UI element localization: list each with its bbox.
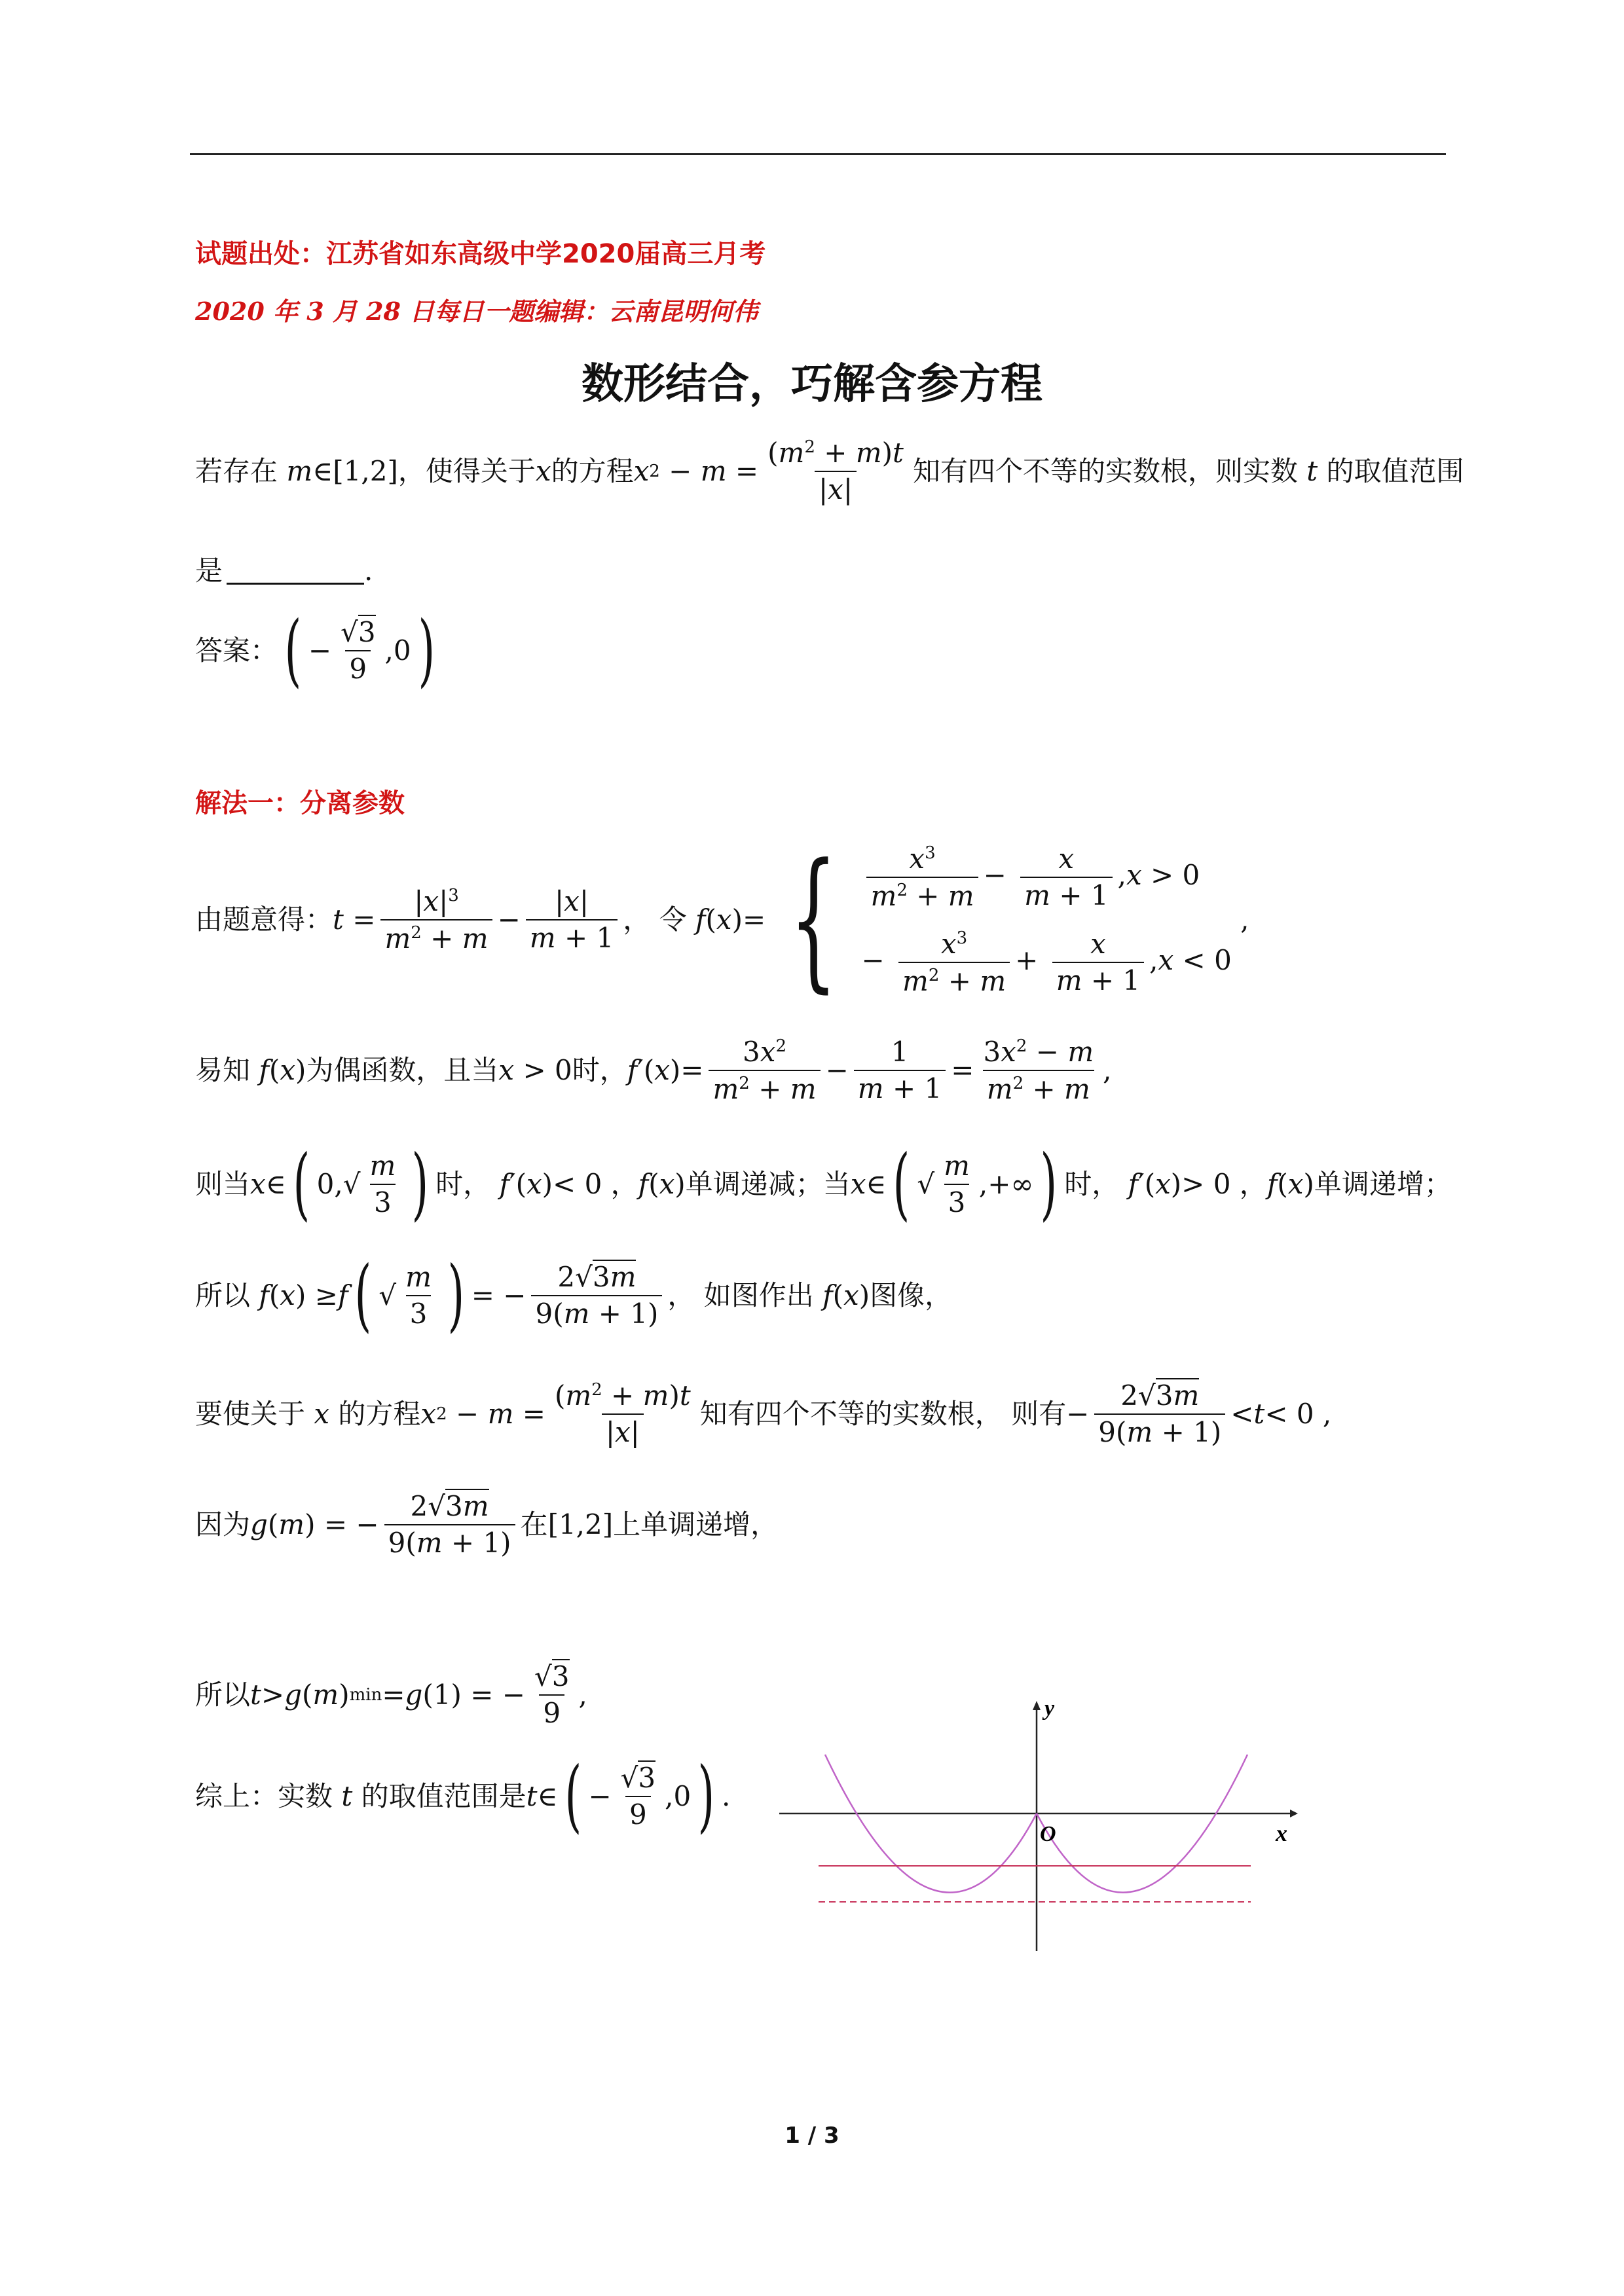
y-axis-arrow-icon <box>1033 1701 1041 1710</box>
step-1: 由题意得： t = $\frac{|x|^3}{m^2 + m}$ − $\frac{|x|}{m + 1}$ ， 令 f ( x )= { $\frac{x^3}{m^2 + m}$ − $\frac{x}{m + 1}$ ,x > 0 − $\frac{x^3}{m^2 + m}$ + $\frac{x}{m + 1}$ ,x < 0 , <box>195 832 1249 1007</box>
step-5: 要使关于 x 的方程 x 2 − m = $\frac{(m^2 + m)t}{|x|}$ 知有四个不等的实数根， 则有 − $\frac{2√3m}{9(m + 1)}$ < t < 0 , <box>195 1379 1332 1448</box>
source-line: 试题出处：江苏省如东高级中学2020届高三月考 <box>195 239 766 269</box>
answer-blank <box>227 556 364 585</box>
step-4: 所以 f ( x ) ≥ f ( √ $\frac{m}{3}$ ) = − $\frac{2√3m}{9(m + 1)}$ ， 如图作出 f ( x ) 图像， <box>195 1250 953 1341</box>
page-title: 数形结合，巧解含参方程 <box>581 360 1043 409</box>
page-number: 1 / 3 <box>784 2123 840 2149</box>
problem-line-2: 是 . <box>195 554 373 587</box>
step-6: 因为 g ( m ) = − $\frac{2√3m}{9(m + 1)}$ 在 [1,2] 上单调递增， <box>195 1490 779 1559</box>
x-axis-label: x <box>1276 1820 1287 1846</box>
editor-line: 2020 年 3 月 28 日每日一题编辑：云南昆明何伟 <box>195 297 758 326</box>
x-axis-arrow-icon <box>1290 1810 1298 1817</box>
step-3: 则当 x ∈ ( 0,√ $\frac{m}{3}$ ) 时， f ′( x )< 0 ， f ( x ) 单调递减；当 x ∈ ( √ $\frac{m}{3}$ ,+∞ ) 时， f ′( x )> 0 ， f ( x ) 单调递增； <box>195 1139 1452 1230</box>
answer-line: 答案： ( − $\frac{√3}{9}$ ,0 ) <box>195 605 435 696</box>
function-graph <box>766 1689 1303 1964</box>
top-rule <box>190 153 1446 155</box>
problem-line-1: 若存在 m ∈ [1,2] ，使得关于 x 的方程 x 2 − m = $\frac{(m^2 + m)t}{|x|}$ 知有四个不等的实数根，则实数 t 的取值范围 <box>195 437 1464 505</box>
step-7: 所以 t > g ( m ) min = g (1) = − $\frac{√3}{9}$ , <box>195 1660 587 1729</box>
equation-fraction: $\frac{(m^2 + m)t}{|x|}$ <box>767 437 904 505</box>
origin-label: O <box>1040 1822 1056 1846</box>
step-8: 综上：实数 t 的取值范围是 t ∈ ( − $\frac{√3}{9}$ ,0 ) . <box>195 1751 731 1842</box>
y-axis-label: y <box>1044 1696 1055 1721</box>
curve-right <box>1037 1755 1247 1893</box>
step-2: 易知 f ( x ) 为偶函数，且当 x > 0 时， f ′( x )= $\frac{3x^2}{m^2 + m}$ − $\frac{1}{m + 1}$ = $\frac{3x^2 - m}{m^2 + m}$ , <box>195 1036 1112 1105</box>
method-heading: 解法一：分离参数 <box>195 788 405 818</box>
curve-left <box>825 1755 1037 1893</box>
